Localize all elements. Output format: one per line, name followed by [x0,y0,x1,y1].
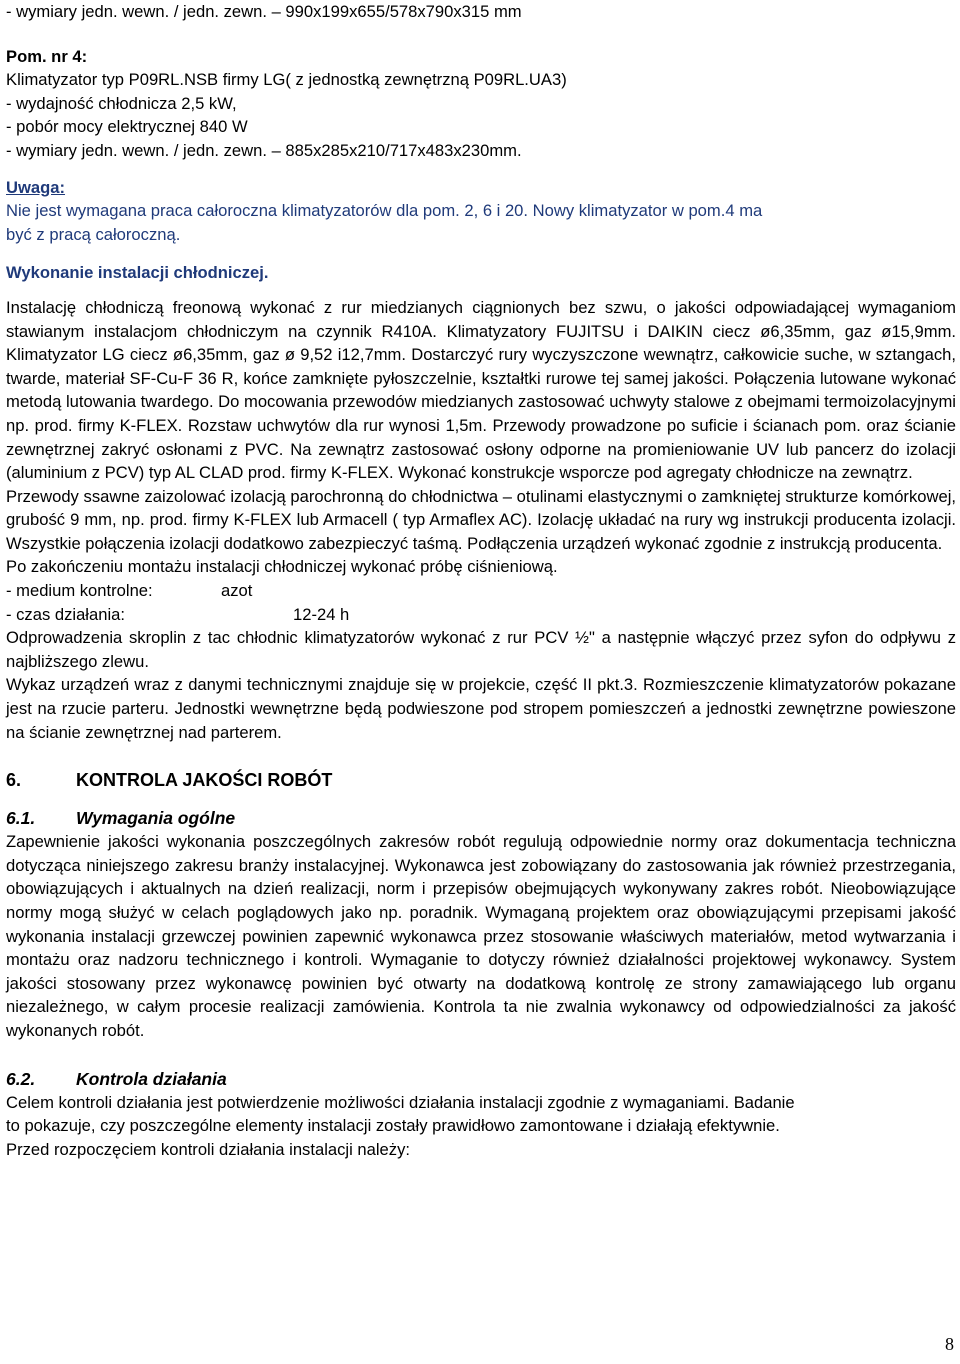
room4-line-3: - pobór mocy elektrycznej 840 W [6,117,248,137]
section-6-2-title: Kontrola działania [76,1068,227,1089]
time-value: 12-24 h [293,604,350,624]
section-6-2-heading [6,1067,956,1091]
section-6-2-line-3: Przed rozpoczęciem kontroli działania instalacji należy: [6,1139,410,1159]
note-block [6,176,956,247]
room4-line-1: Klimatyzator typ P09RL.NSB firmy LG( z jednostką zewnętrzną P09RL.UA3) [6,70,567,90]
document-page [6,0,956,1161]
install-paragraph-4: Odprowadzenia skroplin z tac chłodnic klimatyzatorów wykonać z rur PCV ½" a następnie włączyć przez syfon do odpływu z najbliższego zlewu. [6,628,956,671]
install-paragraph-5: Wykaz urządzeń wraz z danymi technicznymi znajduje się w projekcie, część II pkt.3. Rozmieszczenie klimatyzatorów pokazane jest na rzucie parteru. Jednostki wewnętrzne będą podwieszone pod stropem pomieszczeń a jednostki zewnętrzne powieszone na ścianie zewnętrznej nad parterem. [6,675,956,742]
time-label: - czas działania: [6,604,125,624]
section-6-title: KONTROLA JAKOŚCI ROBÓT [76,770,333,791]
note-label: Uwaga: [6,177,66,197]
section-6-1-title: Wymagania ogólne [76,808,236,829]
section-6-heading [6,768,956,792]
section-6-1-number: 6.1. [6,808,36,829]
section-6-2-number: 6.2. [6,1068,36,1089]
section-6-1-text: Zapewnienie jakości wykonania poszczególnych zakresów robót regulują odpowiednie normy oraz dokumentacja techniczna dotycząca niniejszego zakresu branży instalacyjnej. Wykonawca jest zobowiązany do zastosowania jak również przestrzegania, obowiązujących i aktualnych na dzień realizacji, norm i przepisów obejmujących wykonywany zakres robót. Nieobowiązujące normy mogą służyć w celach poglądowych jako np. poradnik. Wymaganą projektem oraz obowiązującymi przepisami jakość wykonania instalacji grzewczej powinien zapewnić wykonawca przez stosowanie właściwych materiałów, metod wytwarzania i montażu oraz nadzoru technicznego i kontroli. Wymaganie to dotyczy również działalności projektowej wykonawcy. System jakości stosowany przez wykonawcę powinien być otwarty na dodatkową kontrolę ze strony zamawiającego lub organu niezależnego, w całym procesie realizacji zamówienia. Kontrola ta nie zwalnia wykonawcy od odpowiedzialności za jakość wykonanych robót. [6,832,956,1040]
room4-line-2: - wydajność chłodnicza 2,5 kW, [6,93,237,113]
medium-label: - medium kontrolne: [6,581,153,601]
page-number: 8 [945,1334,954,1354]
section-6-1-heading [6,806,956,830]
install-paragraph-2: Przewody ssawne zaizolować izolacją parochronną do chłodnictwa – otulinami elastycznymi o zamkniętej strukturze komórkowej, grubość 9 mm, np. prod. firmy K-FLEX lub Armacell ( typ Armaflex AC). Izolację układać na rury wg instrukcji producenta izolacji. Wszystkie połączenia izolacji dodatkowo zabezpieczyć taśmą. Podłączenia urządzeń wykonać zgodnie z instrukcją producenta. [6,486,956,553]
install-paragraph-3: Po zakończeniu montażu instalacji chłodniczej wykonać próbę ciśnieniową. [6,557,558,577]
section-6-2-line-1: Celem kontroli działania jest potwierdzenie możliwości działania instalacji zgodnie z wymaganiami. Badanie [6,1092,795,1112]
section-6-number: 6. [6,770,22,791]
note-line-2: być z pracą całoroczną. [6,224,181,244]
section-6-2-line-2: to pokazuje, czy poszczególne elementy instalacji zostały prawidłowo zamontowane i działają efektywnie. [6,1116,780,1136]
install-paragraph-1: Instalację chłodniczą freonową wykonać z rur miedzianych ciągnionych bez szwu, o jakości odpowiadającej wymaganiom stawianym instalacjom chłodniczym na czynnik R410A. Klimatyzatory FUJITSU i DAIKIN ciecz ø6,35mm, gaz ø15,9mm. Klimatyzator LG ciecz ø6,35mm, gaz ø 9,52 i12,7mm. Dostarczyć rury wyczyszczone wewnątrz, całkowicie suche, w sztangach, twarde, materiał SF-Cu-F 36 R, końce zamknięte pyłoszczelnie, kształtki rurowe tej samej jakości. Połączenia lutowane wykonać metodą lutowania twardego. Do mocowania przewodów miedzianych zastosować uchwyty stalowe z obejmami termoizolacyjnymi np. prod. firmy K-FLEX. Rozstaw uchwytów dla rur wynosi 1,5m. Przewody prowadzone po suficie i ścianach pom. oraz ścianie zewnętrznej zakryć osłonami z PVC. Na zewnątrz zastosować osłony odporne na promieniowanie UV lub pancerz do izolacji (aluminium z PCV) typ AL CLAD prod. firmy K-FLEX. Wykonać konstrukcje wsporcze pod agregaty chłodnicze na zewnątrz. [6,297,956,483]
room4-label: Pom. nr 4: [6,46,88,66]
medium-value: azot [221,581,253,601]
install-heading: Wykonanie instalacji chłodniczej. [6,263,269,283]
room4-line-4: - wymiary jedn. wewn. / jedn. zewn. – 885x285x210/717x483x230mm. [6,140,522,160]
dimensions-line: - wymiary jedn. wewn. / jedn. zewn. – 990x199x655/578x790x315 mm [6,2,522,21]
note-line-1: Nie jest wymagana praca całoroczna klimatyzatorów dla pom. 2, 6 i 20. Nowy klimatyzator w pom.4 ma [6,201,763,221]
medium-row [6,579,956,603]
time-row [6,603,956,627]
